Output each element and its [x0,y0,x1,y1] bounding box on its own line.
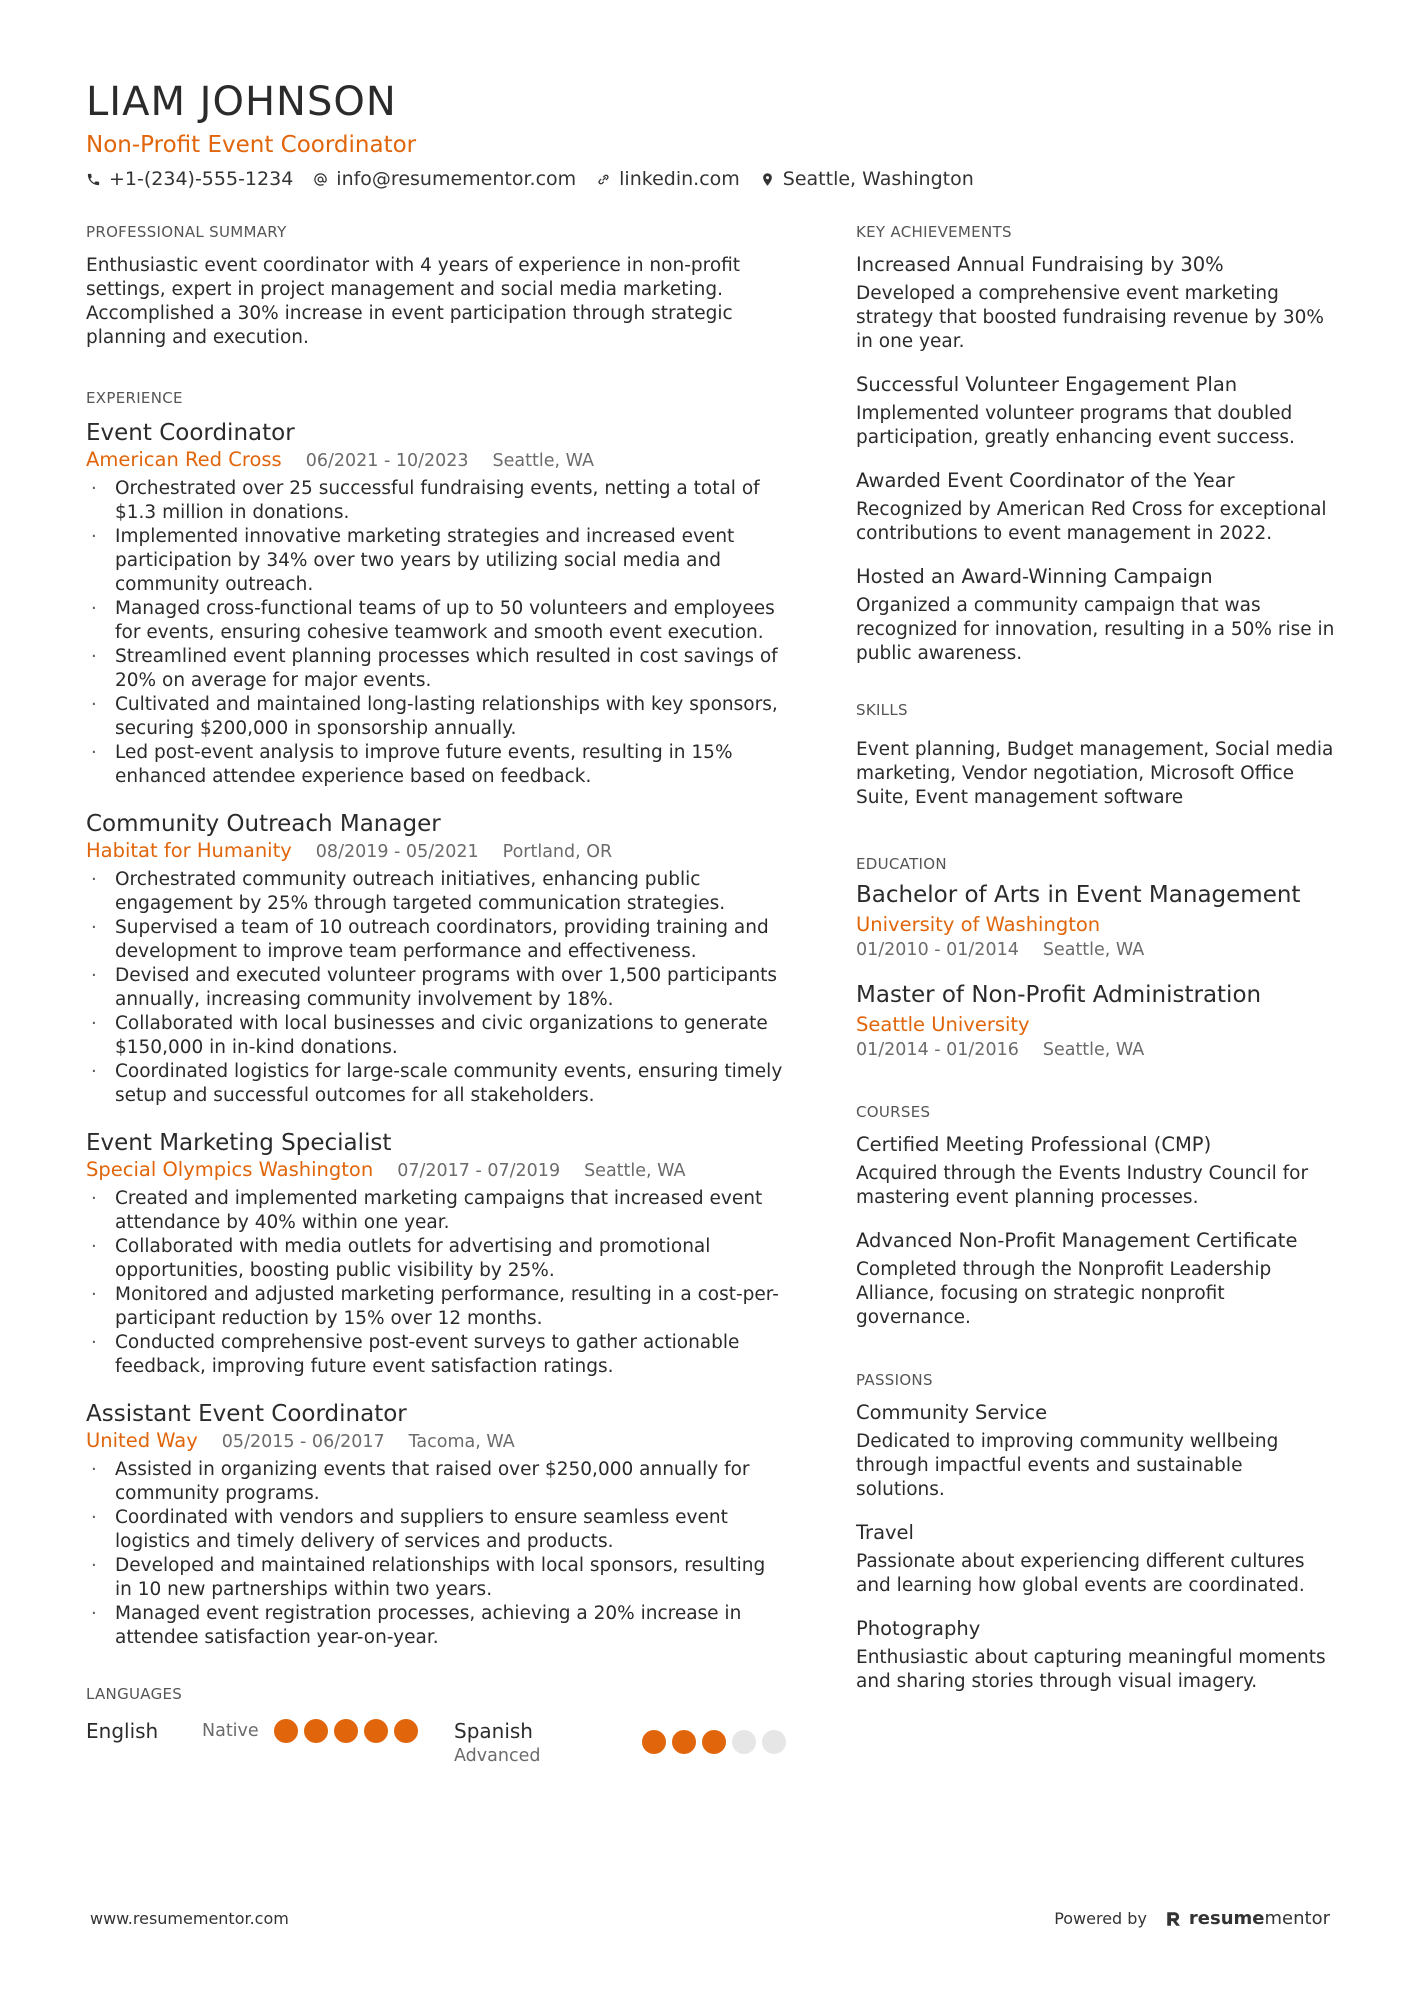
job-bullet: · Coordinated with vendors and suppliers to ensure seamless event logistics and timely delivery of services and products. [86,1506,786,1554]
job-bullets [86,1458,786,1650]
job-meta [86,1429,786,1454]
at-icon [313,172,328,187]
job-meta [86,1158,786,1183]
rating-dot-filled [364,1719,388,1743]
passion-title: Photography [856,1617,981,1640]
job-company: Special Olympics Washington [86,1158,374,1181]
education-degree: Bachelor of Arts in Event Management [856,882,1301,908]
job-meta [86,839,786,864]
passion-title: Community Service [856,1401,1048,1424]
resumementor-logo-icon [1165,1910,1183,1928]
achievement-item [856,468,1336,546]
course-desc: Completed through the Nonprofit Leadership Alliance, focusing on strategic nonprofit governance. [856,1259,1272,1328]
passion-title: Travel [856,1521,914,1544]
job-bullets [86,868,786,1108]
job-title: Assistant Event Coordinator [86,1401,407,1427]
job-bullet: · Conducted comprehensive post-event surveys to gather actionable feedback, improving future event satisfaction ratings. [86,1331,786,1379]
job-location: Portland, OR [502,842,613,862]
job-bullet: · Collaborated with local businesses and civic organizations to generate $150,000 in in-kind donations. [86,1012,786,1060]
skills-text: Event planning, Budget management, Social media marketing, Vendor negotiation, Microsoft Office Suite, Event management software [856,739,1334,808]
education-meta [856,1038,1336,1062]
language-list [86,1718,786,1768]
contact-location [760,166,974,192]
achievements-section [856,222,1336,666]
language-name: English [86,1719,159,1743]
rating-dot-filled [394,1719,418,1743]
contact-email[interactable] [313,166,576,192]
rating-dot-filled [304,1719,328,1743]
section-title: PROFESSIONAL SUMMARY [86,223,287,241]
job-bullet: · Cultivated and maintained long-lasting relationships with key sponsors, securing $200,000 in sponsorship annually. [86,693,786,741]
rating-dot-empty [732,1730,756,1754]
section-title: COURSES [856,1103,931,1121]
language-label-block [454,1718,642,1768]
job-bullet: · Monitored and adjusted marketing performance, resulting in a cost-per-participant reduction by 15% over 12 months. [86,1283,786,1331]
contact-bar [86,166,1326,192]
rating-dot-filled [642,1730,666,1754]
page-footer [90,1908,1330,1929]
job-dates: 06/2021 - 10/2023 [305,451,469,471]
job-bullet: · Led post-event analysis to improve future events, resulting in 15% enhanced attendee experience based on feedback. [86,741,786,789]
job-bullet: · Developed and maintained relationships with local sponsors, resulting in 10 new partnerships within two years. [86,1554,786,1602]
job-bullet: · Created and implemented marketing campaigns that increased event attendance by 40% within one year. [86,1187,786,1235]
course-item [856,1132,1336,1210]
job-dates: 05/2015 - 06/2017 [221,1432,385,1452]
course-item [856,1228,1336,1330]
course-title: Advanced Non-Profit Management Certificate [856,1229,1298,1252]
job-company: United Way [86,1429,198,1452]
brand-logo[interactable] [1165,1908,1330,1929]
skills-section [856,700,1336,810]
summary-text: Enthusiastic event coordinator with 4 years of experience in non-profit settings, expert in project management and social media marketing. Accomplished a 30% increase in event participation through strategic planning and execution. [86,255,741,348]
section-title: PASSIONS [856,1371,933,1389]
language-item [86,1718,454,1744]
passion-desc: Dedicated to improving community wellbeing through impactful events and sustainable solutions. [856,1431,1279,1500]
job-bullet: · Devised and executed volunteer programs with over 1,500 participants annually, increasing community involvement by 18%. [86,964,786,1012]
job-bullet: · Streamlined event planning processes which resulted in cost savings of 20% on average for major events. [86,645,786,693]
phone-text: +1-(234)-555-1234 [109,168,294,190]
job-entry [86,418,786,789]
job-title: Community Outreach Manager [86,811,441,837]
section-title: EXPERIENCE [86,389,183,407]
achievement-title: Increased Annual Fundraising by 30% [856,253,1224,276]
achievement-list [856,252,1336,666]
achievement-item [856,372,1336,450]
phone-icon [86,172,101,187]
job-company: Habitat for Humanity [86,839,292,862]
education-item [856,980,1336,1062]
achievement-desc: Recognized by American Red Cross for exceptional contributions to event management in 2022. [856,499,1327,544]
education-dates: 01/2014 - 01/2016 [856,1040,1019,1060]
language-level: Native [202,1721,259,1741]
job-bullets [86,477,786,789]
course-desc: Acquired through the Events Industry Council for mastering event planning processes. [856,1163,1309,1208]
rating-dot-filled [334,1719,358,1743]
job-company: American Red Cross [86,448,282,471]
course-title: Certified Meeting Professional (CMP) [856,1133,1212,1156]
achievement-item [856,564,1336,666]
footer-website[interactable]: www.resumementor.com [90,1909,289,1928]
job-location: Seattle, WA [584,1161,686,1181]
section-title: LANGUAGES [86,1685,183,1703]
passion-list [856,1400,1336,1694]
job-bullet: · Assisted in organizing events that raised over $250,000 annually for community programs. [86,1458,786,1506]
contact-phone [86,166,293,192]
education-location: Seattle, WA [1042,1040,1145,1060]
job-bullet: · Implemented innovative marketing strategies and increased event participation by 34% over two years by utilizing social media and community outreach. [86,525,786,597]
language-name: Spanish [454,1719,533,1743]
contact-linkedin[interactable] [596,166,740,192]
brand-bold: resume [1188,1908,1265,1929]
passion-desc: Passionate about experiencing different cultures and learning how global events are coordinated. [856,1551,1305,1596]
education-list [856,880,1336,1062]
education-degree: Master of Non-Profit Administration [856,982,1262,1008]
candidate-name: LIAM JOHNSON [86,79,397,125]
passion-item [856,1520,1336,1598]
rating-dot-filled [274,1719,298,1743]
section-title: EDUCATION [856,855,947,873]
education-meta [856,938,1336,962]
powered-by-label: Powered by [1054,1909,1147,1928]
language-level: Advanced [454,1746,541,1766]
education-school: University of Washington [856,913,1101,936]
education-school: Seattle University [856,1013,1030,1036]
job-bullet: · Supervised a team of 10 outreach coordinators, providing training and development to improve team performance and effectiveness. [86,916,786,964]
rating-dot-filled [702,1730,726,1754]
language-item [454,1718,786,1768]
candidate-role: Non-Profit Event Coordinator [86,132,417,158]
email-text: info@resumementor.com [336,168,577,190]
resume-header [86,78,1326,192]
job-bullet: · Collaborated with media outlets for advertising and promotional opportunities, boosting public visibility by 25%. [86,1235,786,1283]
job-dates: 08/2019 - 05/2021 [315,842,479,862]
job-entry [86,1128,786,1379]
job-location: Tacoma, WA [408,1432,515,1452]
section-title: KEY ACHIEVEMENTS [856,223,1012,241]
job-title: Event Marketing Specialist [86,1130,392,1156]
job-list [86,418,786,1650]
achievement-desc: Implemented volunteer programs that doubled participation, greatly enhancing event success. [856,403,1295,448]
job-bullet: · Managed event registration processes, achieving a 20% increase in attendee satisfaction year-on-year. [86,1602,786,1650]
achievement-item [856,252,1336,354]
job-bullet: · Coordinated logistics for large-scale community events, ensuring timely setup and successful outcomes for all stakeholders. [86,1060,786,1108]
passions-section [856,1370,1336,1694]
job-bullet: · Orchestrated over 25 successful fundraising events, netting a total of $1.3 million in donations. [86,477,786,525]
location-text: Seattle, Washington [782,168,974,190]
rating-dot-filled [672,1730,696,1754]
job-bullet: · Orchestrated community outreach initiatives, enhancing public engagement by 25% through targeted communication strategies. [86,868,786,916]
right-column [856,222,1336,1694]
left-column [86,222,786,1768]
achievement-title: Successful Volunteer Engagement Plan [856,373,1238,396]
achievement-desc: Developed a comprehensive event marketing strategy that boosted fundraising revenue by 30% in one year. [856,283,1325,352]
education-section [856,854,1336,1062]
location-pin-icon [760,172,775,187]
summary-section [86,222,786,350]
job-entry [86,1399,786,1650]
rating-dot-empty [762,1730,786,1754]
linkedin-text: linkedin.com [619,168,740,190]
rating-dots [274,1719,418,1743]
powered-by [1054,1908,1330,1929]
passion-desc: Enthusiastic about capturing meaningful moments and sharing stories through visual imagery. [856,1647,1326,1692]
job-dates: 07/2017 - 07/2019 [397,1161,561,1181]
job-meta [86,448,786,473]
passion-item [856,1616,1336,1694]
education-dates: 01/2010 - 01/2014 [856,940,1019,960]
languages-section [86,1684,786,1768]
section-title: SKILLS [856,701,908,719]
job-title: Event Coordinator [86,420,295,446]
job-entry [86,809,786,1108]
job-location: Seattle, WA [492,451,594,471]
passion-item [856,1400,1336,1502]
experience-section [86,388,786,1650]
rating-dots [642,1730,786,1754]
education-location: Seattle, WA [1042,940,1145,960]
education-item [856,880,1336,962]
job-bullet: · Managed cross-functional teams of up to 50 volunteers and employees for events, ensuring cohesive teamwork and smooth event execution. [86,597,786,645]
link-icon [596,172,611,187]
achievement-title: Hosted an Award-Winning Campaign [856,565,1213,588]
achievement-title: Awarded Event Coordinator of the Year [856,469,1235,492]
course-list [856,1132,1336,1330]
achievement-desc: Organized a community campaign that was recognized for innovation, resulting in a 50% rise in public awareness. [856,595,1335,664]
courses-section [856,1102,1336,1330]
brand-light: mentor [1264,1908,1330,1929]
job-bullets [86,1187,786,1379]
